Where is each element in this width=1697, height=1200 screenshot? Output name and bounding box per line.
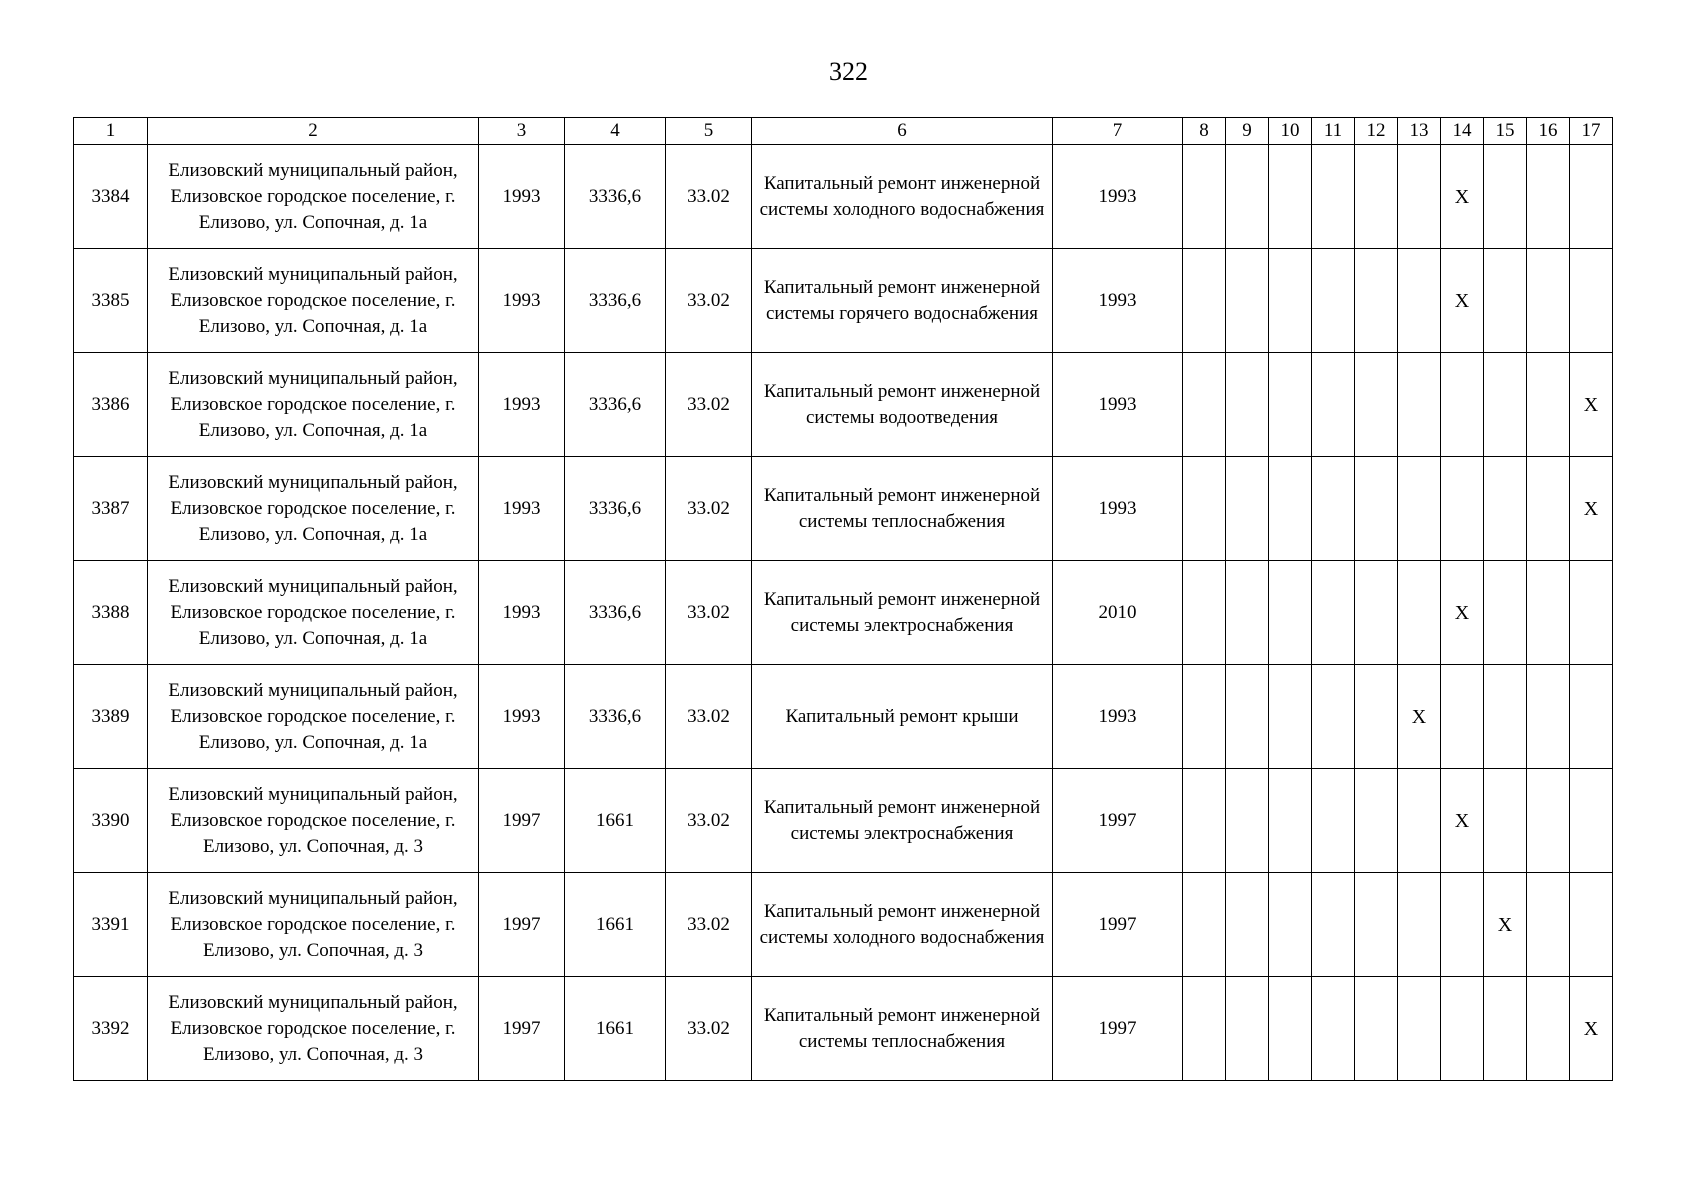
header-cell: 8 <box>1183 118 1226 145</box>
header-cell: 14 <box>1441 118 1484 145</box>
column-4-cell: 3336,6 <box>565 561 666 665</box>
mark-cell-14 <box>1441 457 1484 561</box>
header-cell: 13 <box>1398 118 1441 145</box>
address-cell: Елизовский муниципальный район, Елизовское городское поселение, г. Елизово, ул. Сопочная, д. 1а <box>148 665 479 769</box>
mark-cell-14: X <box>1441 769 1484 873</box>
header-cell: 4 <box>565 118 666 145</box>
column-7-cell: 1997 <box>1053 977 1183 1081</box>
row-number-cell: 3390 <box>74 769 148 873</box>
mark-cell-12 <box>1355 665 1398 769</box>
mark-cell-14 <box>1441 353 1484 457</box>
mark-cell-12 <box>1355 249 1398 353</box>
header-cell: 17 <box>1570 118 1613 145</box>
table-row <box>74 665 1613 769</box>
mark-cell-17 <box>1570 561 1613 665</box>
address-cell: Елизовский муниципальный район, Елизовское городское поселение, г. Елизово, ул. Сопочная, д. 1а <box>148 145 479 249</box>
column-3-cell: 1997 <box>479 873 565 977</box>
work-type-cell: Капитальный ремонт инженерной системы горячего водоснабжения <box>752 249 1053 353</box>
mark-cell-13 <box>1398 977 1441 1081</box>
column-7-cell: 2010 <box>1053 561 1183 665</box>
column-3-cell: 1993 <box>479 665 565 769</box>
mark-cell-11 <box>1312 457 1355 561</box>
row-number-cell: 3385 <box>74 249 148 353</box>
mark-cell-12 <box>1355 145 1398 249</box>
registry-table <box>73 117 1613 1081</box>
mark-cell-10 <box>1269 561 1312 665</box>
header-cell: 7 <box>1053 118 1183 145</box>
column-7-cell: 1997 <box>1053 873 1183 977</box>
mark-cell-17: X <box>1570 353 1613 457</box>
column-7-cell: 1993 <box>1053 457 1183 561</box>
header-cell: 11 <box>1312 118 1355 145</box>
mark-cell-8 <box>1183 977 1226 1081</box>
column-5-cell: 33.02 <box>666 873 752 977</box>
mark-cell-16 <box>1527 769 1570 873</box>
column-7-cell: 1993 <box>1053 353 1183 457</box>
mark-cell-12 <box>1355 353 1398 457</box>
mark-cell-15: X <box>1484 873 1527 977</box>
work-type-cell: Капитальный ремонт инженерной системы теплоснабжения <box>752 977 1053 1081</box>
column-4-cell: 3336,6 <box>565 145 666 249</box>
work-type-cell: Капитальный ремонт инженерной системы холодного водоснабжения <box>752 145 1053 249</box>
header-cell: 1 <box>74 118 148 145</box>
mark-cell-16 <box>1527 977 1570 1081</box>
mark-cell-8 <box>1183 665 1226 769</box>
mark-cell-14: X <box>1441 249 1484 353</box>
mark-cell-11 <box>1312 145 1355 249</box>
mark-cell-16 <box>1527 145 1570 249</box>
mark-cell-10 <box>1269 665 1312 769</box>
mark-cell-15 <box>1484 769 1527 873</box>
mark-cell-14 <box>1441 977 1484 1081</box>
column-5-cell: 33.02 <box>666 457 752 561</box>
page-number: 322 <box>829 57 868 86</box>
mark-cell-16 <box>1527 353 1570 457</box>
column-4-cell: 3336,6 <box>565 353 666 457</box>
mark-cell-14: X <box>1441 561 1484 665</box>
header-cell: 5 <box>666 118 752 145</box>
address-cell: Елизовский муниципальный район, Елизовское городское поселение, г. Елизово, ул. Сопочная, д. 1а <box>148 249 479 353</box>
mark-cell-15 <box>1484 977 1527 1081</box>
mark-cell-9 <box>1226 561 1269 665</box>
mark-cell-16 <box>1527 561 1570 665</box>
mark-cell-16 <box>1527 665 1570 769</box>
mark-cell-15 <box>1484 561 1527 665</box>
mark-cell-15 <box>1484 665 1527 769</box>
table-body <box>74 145 1613 1081</box>
mark-cell-11 <box>1312 353 1355 457</box>
table-row <box>74 145 1613 249</box>
header-cell: 6 <box>752 118 1053 145</box>
table-row <box>74 457 1613 561</box>
row-number-cell: 3387 <box>74 457 148 561</box>
mark-cell-9 <box>1226 145 1269 249</box>
mark-cell-10 <box>1269 249 1312 353</box>
column-3-cell: 1993 <box>479 561 565 665</box>
header-cell: 10 <box>1269 118 1312 145</box>
mark-cell-16 <box>1527 873 1570 977</box>
mark-cell-11 <box>1312 561 1355 665</box>
mark-cell-13 <box>1398 457 1441 561</box>
column-5-cell: 33.02 <box>666 249 752 353</box>
mark-cell-13 <box>1398 769 1441 873</box>
row-number-cell: 3389 <box>74 665 148 769</box>
mark-cell-17 <box>1570 665 1613 769</box>
column-4-cell: 3336,6 <box>565 457 666 561</box>
column-3-cell: 1993 <box>479 353 565 457</box>
mark-cell-10 <box>1269 353 1312 457</box>
column-4-cell: 3336,6 <box>565 249 666 353</box>
mark-cell-15 <box>1484 353 1527 457</box>
mark-cell-14 <box>1441 665 1484 769</box>
mark-cell-11 <box>1312 769 1355 873</box>
mark-cell-8 <box>1183 873 1226 977</box>
mark-cell-9 <box>1226 353 1269 457</box>
address-cell: Елизовский муниципальный район, Елизовское городское поселение, г. Елизово, ул. Сопочная, д. 1а <box>148 561 479 665</box>
column-3-cell: 1993 <box>479 249 565 353</box>
mark-cell-8 <box>1183 249 1226 353</box>
header-cell: 3 <box>479 118 565 145</box>
mark-cell-17 <box>1570 145 1613 249</box>
work-type-cell: Капитальный ремонт инженерной системы водоотведения <box>752 353 1053 457</box>
mark-cell-11 <box>1312 977 1355 1081</box>
column-5-cell: 33.02 <box>666 353 752 457</box>
mark-cell-16 <box>1527 249 1570 353</box>
mark-cell-9 <box>1226 665 1269 769</box>
mark-cell-12 <box>1355 769 1398 873</box>
address-cell: Елизовский муниципальный район, Елизовское городское поселение, г. Елизово, ул. Сопочная, д. 3 <box>148 977 479 1081</box>
mark-cell-11 <box>1312 665 1355 769</box>
mark-cell-16 <box>1527 457 1570 561</box>
work-type-cell: Капитальный ремонт инженерной системы электроснабжения <box>752 769 1053 873</box>
mark-cell-13 <box>1398 353 1441 457</box>
mark-cell-17: X <box>1570 457 1613 561</box>
header-cell: 15 <box>1484 118 1527 145</box>
table-row <box>74 249 1613 353</box>
mark-cell-17: X <box>1570 977 1613 1081</box>
mark-cell-11 <box>1312 249 1355 353</box>
mark-cell-15 <box>1484 457 1527 561</box>
work-type-cell: Капитальный ремонт инженерной системы холодного водоснабжения <box>752 873 1053 977</box>
mark-cell-14 <box>1441 873 1484 977</box>
work-type-cell: Капитальный ремонт инженерной системы электроснабжения <box>752 561 1053 665</box>
mark-cell-13: X <box>1398 665 1441 769</box>
address-cell: Елизовский муниципальный район, Елизовское городское поселение, г. Елизово, ул. Сопочная, д. 1а <box>148 457 479 561</box>
mark-cell-8 <box>1183 353 1226 457</box>
header-cell: 9 <box>1226 118 1269 145</box>
mark-cell-17 <box>1570 873 1613 977</box>
row-number-cell: 3391 <box>74 873 148 977</box>
row-number-cell: 3384 <box>74 145 148 249</box>
mark-cell-8 <box>1183 561 1226 665</box>
mark-cell-10 <box>1269 977 1312 1081</box>
mark-cell-10 <box>1269 457 1312 561</box>
header-row <box>74 118 1613 145</box>
mark-cell-13 <box>1398 873 1441 977</box>
column-7-cell: 1993 <box>1053 145 1183 249</box>
mark-cell-9 <box>1226 249 1269 353</box>
address-cell: Елизовский муниципальный район, Елизовское городское поселение, г. Елизово, ул. Сопочная, д. 3 <box>148 873 479 977</box>
work-type-cell: Капитальный ремонт инженерной системы теплоснабжения <box>752 457 1053 561</box>
table-row <box>74 769 1613 873</box>
row-number-cell: 3388 <box>74 561 148 665</box>
mark-cell-15 <box>1484 249 1527 353</box>
row-number-cell: 3386 <box>74 353 148 457</box>
row-number-cell: 3392 <box>74 977 148 1081</box>
mark-cell-8 <box>1183 145 1226 249</box>
column-7-cell: 1993 <box>1053 665 1183 769</box>
mark-cell-9 <box>1226 457 1269 561</box>
mark-cell-13 <box>1398 561 1441 665</box>
column-5-cell: 33.02 <box>666 665 752 769</box>
mark-cell-10 <box>1269 769 1312 873</box>
column-7-cell: 1993 <box>1053 249 1183 353</box>
mark-cell-12 <box>1355 561 1398 665</box>
mark-cell-8 <box>1183 457 1226 561</box>
mark-cell-15 <box>1484 145 1527 249</box>
table-row <box>74 977 1613 1081</box>
mark-cell-10 <box>1269 145 1312 249</box>
mark-cell-10 <box>1269 873 1312 977</box>
mark-cell-11 <box>1312 873 1355 977</box>
mark-cell-9 <box>1226 769 1269 873</box>
mark-cell-17 <box>1570 769 1613 873</box>
column-5-cell: 33.02 <box>666 769 752 873</box>
column-7-cell: 1997 <box>1053 769 1183 873</box>
mark-cell-12 <box>1355 977 1398 1081</box>
table-row <box>74 353 1613 457</box>
mark-cell-9 <box>1226 873 1269 977</box>
column-4-cell: 1661 <box>565 873 666 977</box>
mark-cell-13 <box>1398 249 1441 353</box>
column-4-cell: 3336,6 <box>565 665 666 769</box>
column-3-cell: 1993 <box>479 457 565 561</box>
address-cell: Елизовский муниципальный район, Елизовское городское поселение, г. Елизово, ул. Сопочная, д. 1а <box>148 353 479 457</box>
mark-cell-12 <box>1355 873 1398 977</box>
column-3-cell: 1997 <box>479 769 565 873</box>
header-cell: 2 <box>148 118 479 145</box>
column-3-cell: 1993 <box>479 145 565 249</box>
mark-cell-17 <box>1570 249 1613 353</box>
header-cell: 12 <box>1355 118 1398 145</box>
work-type-cell: Капитальный ремонт крыши <box>752 665 1053 769</box>
mark-cell-13 <box>1398 145 1441 249</box>
header-cell: 16 <box>1527 118 1570 145</box>
mark-cell-9 <box>1226 977 1269 1081</box>
column-5-cell: 33.02 <box>666 977 752 1081</box>
mark-cell-14: X <box>1441 145 1484 249</box>
column-4-cell: 1661 <box>565 977 666 1081</box>
mark-cell-12 <box>1355 457 1398 561</box>
column-5-cell: 33.02 <box>666 145 752 249</box>
column-5-cell: 33.02 <box>666 561 752 665</box>
address-cell: Елизовский муниципальный район, Елизовское городское поселение, г. Елизово, ул. Сопочная, д. 3 <box>148 769 479 873</box>
table-row <box>74 873 1613 977</box>
table-row <box>74 561 1613 665</box>
column-4-cell: 1661 <box>565 769 666 873</box>
column-3-cell: 1997 <box>479 977 565 1081</box>
mark-cell-8 <box>1183 769 1226 873</box>
